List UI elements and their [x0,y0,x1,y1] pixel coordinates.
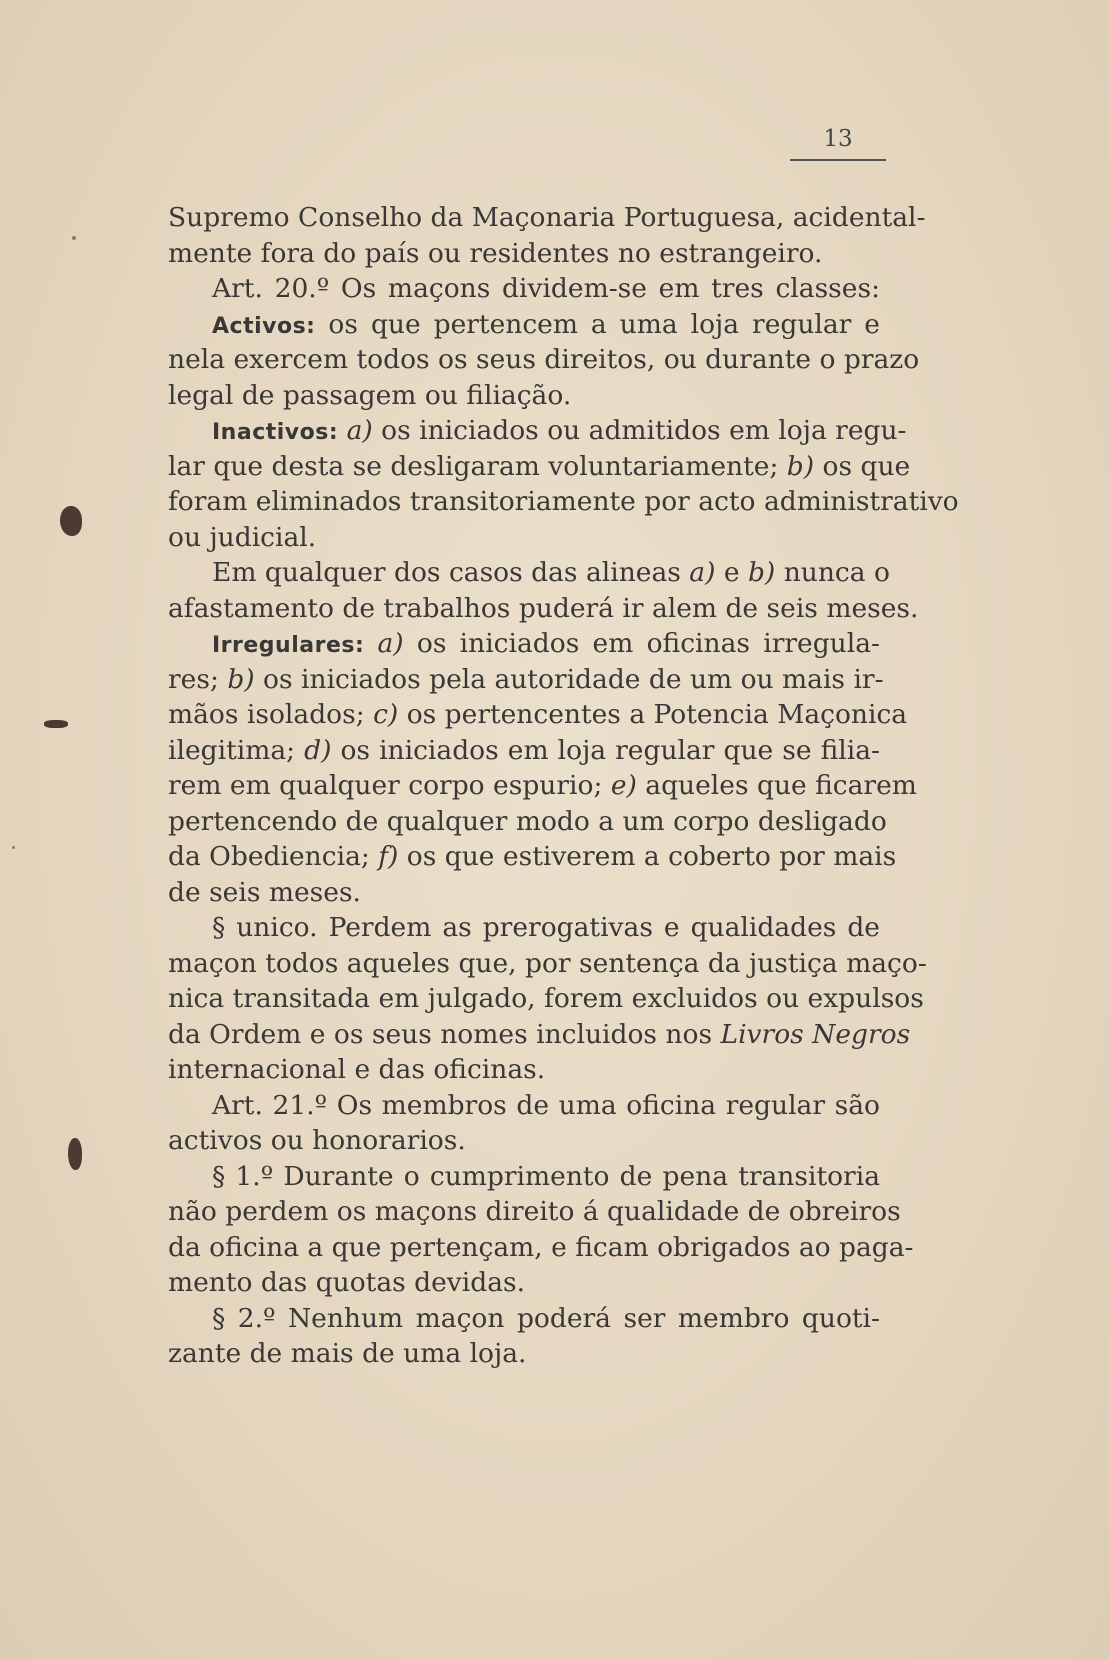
text-line: mente fora do país ou residentes no estrangeiro. [168,237,823,269]
text-line [168,662,884,698]
text-line: mento das quotas devidas. [168,1267,526,1298]
text-line: afastamento de trabalhos puderá ir alem de seis meses. [168,592,919,624]
text-segment: da Obediencia; [168,841,379,872]
text-line [168,733,880,769]
paragraph-section-1 [168,1159,914,1301]
text-line [168,839,897,875]
item-marker: b) [786,450,815,482]
paragraph-article-21 [168,1088,880,1159]
item-marker: d) [304,734,332,766]
item-marker: a) [346,415,373,446]
italic-title: Livros Negros [720,1018,911,1050]
item-marker: f) [378,841,399,872]
paragraph-section-2 [168,1301,880,1372]
paragraph-section-unico [168,910,927,1088]
text-segment: mãos isolados; [168,699,374,730]
page-number-rule [790,159,886,161]
text-line: da oficina a que pertençam, e ficam obrigados ao paga- [168,1231,914,1263]
text-segment: lar que desta se desligaram voluntariamente; [168,450,787,482]
paper-speck [12,846,15,849]
term-label-inactivos: Inactivos: [212,420,339,445]
text-line: maçon todos aqueles que, por sentença da justiça maço- [168,947,927,979]
text-line [168,697,908,733]
text-line: Art. 21.º Os membros de uma oficina regular são [212,1089,880,1121]
text-segment: os iniciados ou admitidos em loja regu- [372,415,907,446]
binding-hole-bottom [68,1138,82,1170]
text-segment: res; [168,663,228,695]
text-line: foram eliminados transitoriamente por acto administrativo [168,486,959,517]
paragraph-article-20 [168,271,880,307]
binding-mark-middle [44,720,68,728]
text-segment: os iniciados em loja regular que se filia- [331,734,880,766]
paragraph-inactivos [168,413,959,555]
text-line: § 1.º Durante o cumprimento de pena transitoria [212,1160,880,1192]
text-line: § unico. Perdem as prerogativas e qualidades de [212,912,880,943]
text-segment: e [715,557,748,588]
text-line [168,413,907,449]
text-segment: da Ordem e os seus nomes incluidos nos [168,1018,721,1050]
text-line: não perdem os maçons direito á qualidade de obreiros [168,1196,901,1227]
text-line [168,768,917,804]
text-line: pertencendo de qualquer modo a um corpo desligado [168,805,887,837]
text-line: Art. 20.º Os maçons dividem-se em tres classes: [212,273,880,304]
text-line: ou judicial. [168,521,317,553]
text-line: internacional e das oficinas. [168,1054,546,1085]
paragraph-alineas [168,555,919,626]
text-line: de seis meses. [168,876,361,908]
text-segment: Em qualquer dos casos das alineas [212,557,690,588]
paragraph-continuation [168,200,926,271]
text-segment: nunca o [775,557,890,588]
paragraph-irregulares [168,626,917,910]
paragraph-activos [168,307,920,414]
text-segment: aqueles que ficarem [636,770,917,801]
text-line: nica transitada em julgado, forem excluidos ou expulsos [168,983,924,1014]
item-marker: c) [373,699,399,730]
item-marker: e) [610,770,637,801]
paper-speck [72,236,76,240]
text-line: legal de passagem ou filiação. [168,379,572,411]
text-line [168,626,880,662]
text-line [168,1017,911,1053]
text-line: Supremo Conselho da Maçonaria Portuguesa, acidental- [168,202,926,233]
text-segment: os que pertencem a uma loja regular e [315,308,880,340]
text-segment: ilegitima; [168,734,305,766]
item-marker: b) [747,557,776,588]
text-segment: os iniciados pela autoridade de um ou mais ir- [254,663,884,695]
text-line: activos ou honorarios. [168,1125,466,1156]
text-segment: os iniciados em oficinas irregula- [403,628,880,659]
text-line [168,449,911,485]
term-label-irregulares: Irregulares: [212,633,365,658]
text-line [168,555,890,591]
page-number: 13 [823,126,853,152]
item-marker: a) [377,628,404,659]
text-line: nela exercem todos os seus direitos, ou durante o prazo [168,344,920,375]
term-label-activos: Activos: [212,313,316,339]
text-line [168,307,880,343]
text-line: § 2.º Nenhum maçon poderá ser membro quoti- [212,1302,880,1334]
text-line: zante de mais de uma loja. [168,1338,527,1369]
text-segment: os que estiverem a coberto por mais [398,841,897,872]
item-marker: a) [689,557,716,588]
item-marker: b) [227,663,255,695]
text-segment: os pertencentes a Potencia Maçonica [398,699,908,730]
binding-hole-top [60,506,82,536]
document-text [168,200,959,1372]
text-segment: rem em qualquer corpo espurio; [168,770,611,801]
text-segment: os que [814,450,911,482]
